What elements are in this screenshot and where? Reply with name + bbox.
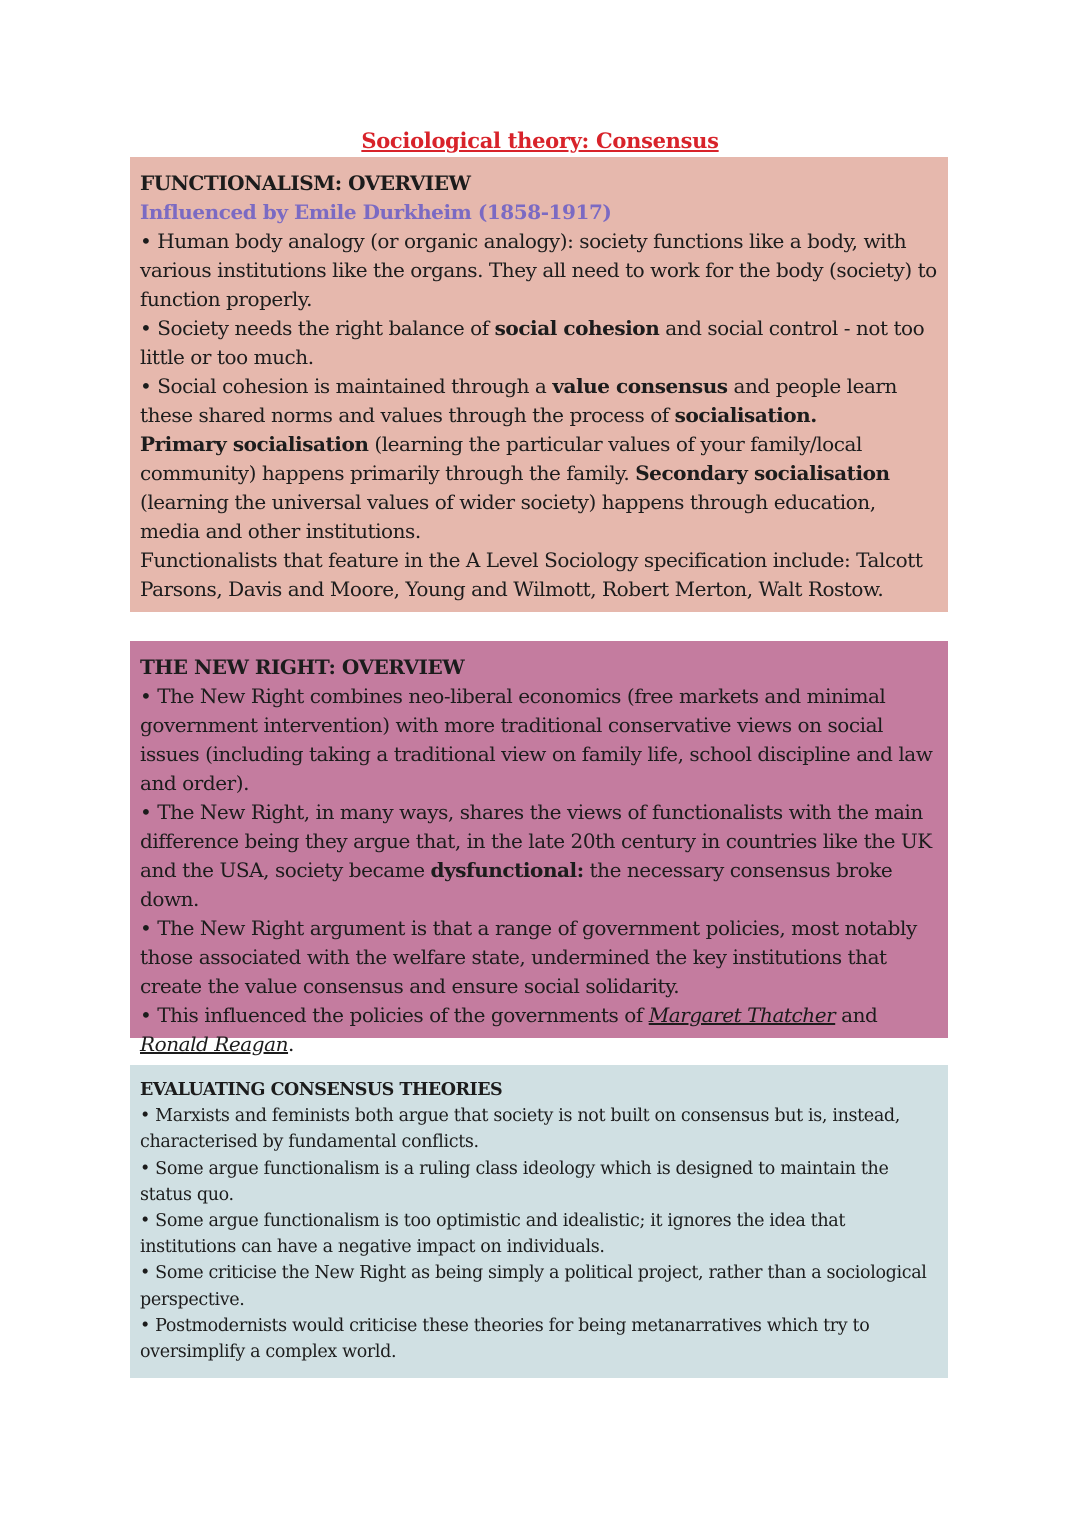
social-cohesion-point: • Society needs the right balance of social cohesion and social control - not too little or too much. (140, 316, 925, 369)
functionalists-list: Functionalists that feature in the A Level Sociology specification include: Talcott Parsons, Davis and Moore, Young and Wilmott, Robert Merton, Walt Rostow. (140, 548, 923, 601)
dysfunctional-point: • The New Right, in many ways, shares the views of functionalists with the main difference being they argue that, in the late 20th century in countries like the UK and the USA, society became dysfunctional: the necessary consensus broke down. (140, 800, 932, 911)
welfare-state-point: • The New Right argument is that a range of government policies, most notably those associated with the welfare state, undermined the key institutions that create the value consensus and ensure social solidarity. (140, 916, 917, 998)
thatcher-reagan-point: • This influenced the policies of the governments of Margaret Thatcher and Ronald Reagan. (140, 1003, 878, 1056)
evaluating-heading: EVALUATING CONSENSUS THEORIES (140, 1080, 503, 1100)
new-right-box (130, 641, 948, 1056)
thatcher-reference: Margaret Thatcher (648, 1003, 836, 1027)
evaluation-point: • Postmodernists would criticise these theories for being metanarratives which try to oversimplify a complex world. (140, 1315, 870, 1363)
new-right-heading: THE NEW RIGHT: OVERVIEW (140, 655, 465, 679)
functionalism-box (130, 157, 948, 612)
organic-analogy-point: • Human body analogy (or organic analogy): society functions like a body, with various institutions like the organs. They all need to work for the body (society) to function properly. (140, 229, 937, 311)
evaluation-point: • Marxists and feminists both argue that society is not built on consensus but is, instead, characterised by fundamental conflicts. (140, 1106, 900, 1153)
socialisation-paragraph: Primary socialisation (learning the particular values of your family/local community) happens primarily through the family. Secondary socialisation (learning the universal values of wider society) happens through education, media and other institutions. (140, 432, 890, 543)
reagan-reference: Ronald Reagan (140, 1032, 289, 1056)
neo-liberal-point: • The New Right combines neo-liberal economics (free markets and minimal government intervention) with more traditional conservative views on social issues (including taking a traditional view on family life, school discipline and law and order). (140, 684, 933, 795)
page-title: Sociological theory: Consensus (361, 128, 719, 153)
evaluation-point: • Some criticise the New Right as being simply a political project, rather than a sociological perspective. (140, 1263, 927, 1310)
value-consensus-point: • Social cohesion is maintained through a value consensus and people learn these shared norms and values through the process of socialisation. (140, 374, 897, 427)
evaluation-point: • Some argue functionalism is too optimistic and idealistic; it ignores the idea that institutions can have a negative impact on individuals. (140, 1211, 846, 1258)
evaluating-box (130, 1065, 948, 1378)
evaluation-point: • Some argue functionalism is a ruling class ideology which is designed to maintain the status quo. (140, 1158, 889, 1205)
durkheim-influence: Influenced by Emile Durkheim (1858-1917) (140, 200, 612, 224)
functionalism-heading: FUNCTIONALISM: OVERVIEW (140, 171, 471, 195)
